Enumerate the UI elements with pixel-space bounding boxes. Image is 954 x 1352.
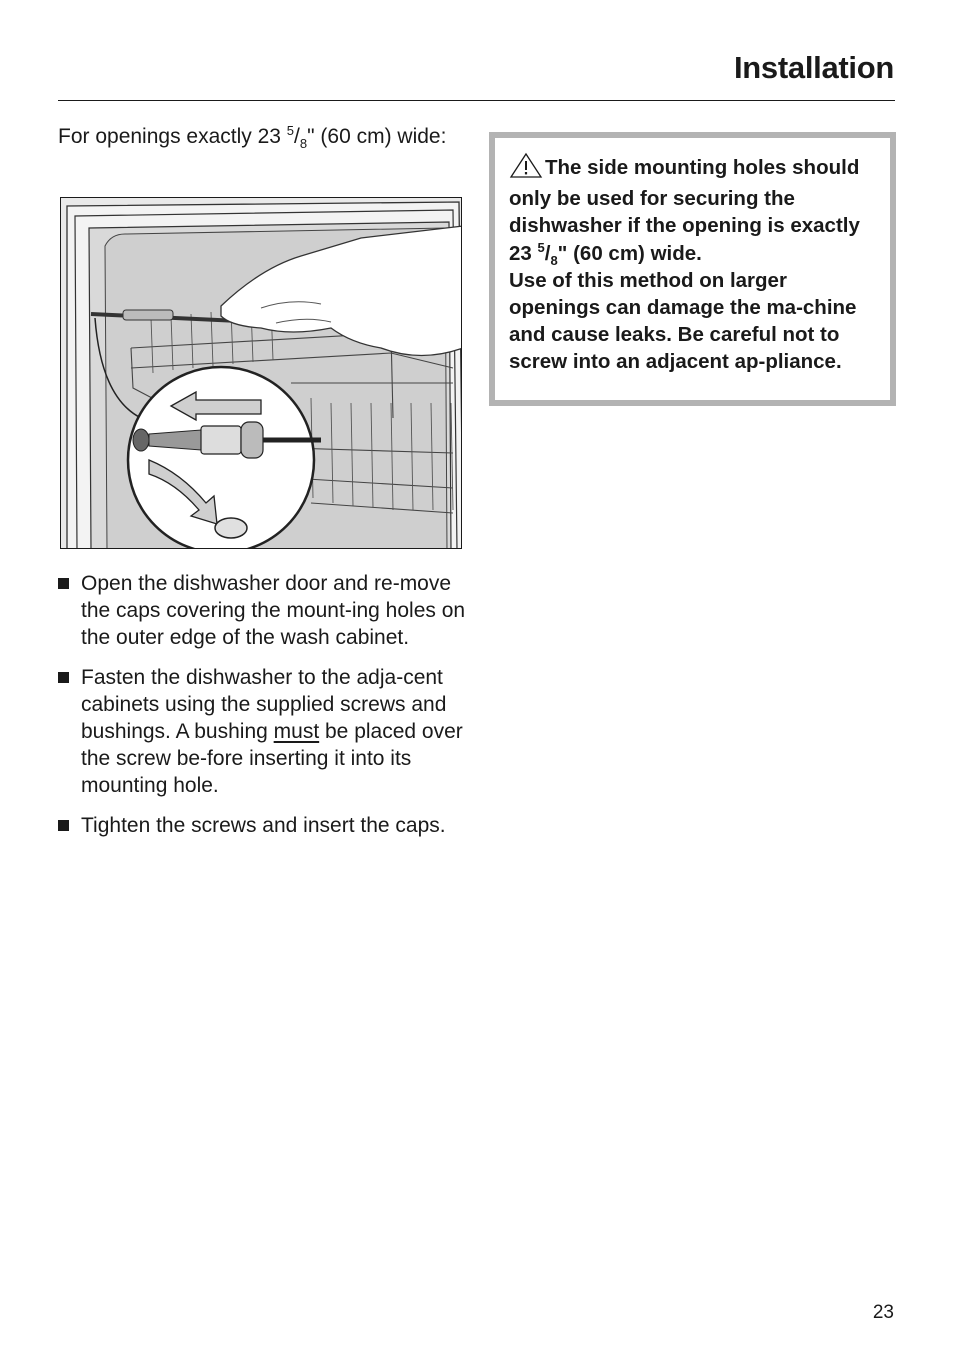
warning-box: The side mounting holes should only be used for securing the dishwasher if the opening is exactly 23 $^5/_8$" (60 cm) wide. Use of this method on larger openings can damage the ma-chine and cause leaks. Be careful not to screw into an adjacent ap-pliance. (489, 132, 896, 406)
emphasis-must: must (273, 720, 320, 743)
mounting-cap-icon (215, 518, 247, 538)
bullet-square-icon (58, 578, 69, 589)
header-rule (58, 100, 895, 101)
page-number: 23 (872, 1302, 894, 1323)
installation-illustration (60, 197, 462, 549)
intro-text: For openings exactly 23 $^5/_8$" (60 cm) wide: (58, 123, 447, 152)
list-item: Fasten the dishwasher to the adja-cent cabinets using the supplied screws and bushings. A bushing must be placed over the screw be-fore inserting it into its mounting hole. (58, 664, 468, 799)
bullet-square-icon (58, 820, 69, 831)
list-item: Open the dishwasher door and re-move the caps covering the mount-ing holes on the outer edge of the wash cabinet. (58, 570, 468, 651)
list-item: Tighten the screws and insert the caps. (58, 812, 468, 839)
bullet-square-icon (58, 672, 69, 683)
page-title: Installation (733, 50, 894, 85)
warning-triangle-icon (509, 152, 543, 185)
instruction-list (58, 570, 468, 852)
